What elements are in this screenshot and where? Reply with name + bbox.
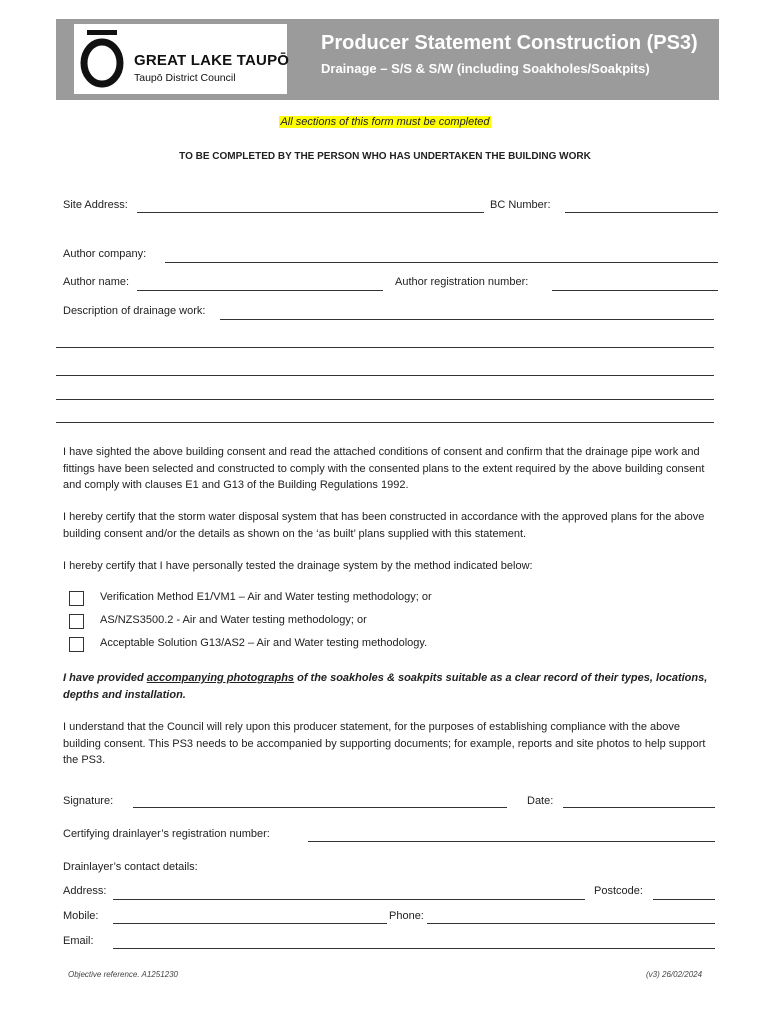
phone-label: Phone: [389, 910, 424, 922]
email-field[interactable] [113, 948, 715, 949]
logo-org-name: GREAT LAKE TAUPŌ [134, 52, 290, 69]
postcode-field[interactable] [653, 899, 715, 900]
photos-emphasis: accompanying photographs [146, 672, 295, 684]
option-e1-vm1-label: Verification Method E1/VM1 – Air and Water testing methodology; or [100, 591, 432, 603]
header-banner [56, 19, 719, 100]
bc-number-label: BC Number: [490, 199, 551, 211]
section-heading: TO BE COMPLETED BY THE PERSON WHO HAS UNDERTAKEN THE BUILDING WORK [179, 151, 591, 162]
drainlayer-registration-label: Certifying drainlayer’s registration number: [63, 828, 270, 840]
email-label: Email: [63, 935, 94, 947]
footer-reference: Objective reference. A1251230 [68, 970, 178, 979]
description-field-line-1[interactable] [220, 319, 714, 320]
completion-notice: All sections of this form must be completed [280, 116, 490, 128]
description-field-line-3[interactable] [56, 375, 714, 376]
contact-details-label: Drainlayer’s contact details: [63, 861, 198, 873]
council-reliance-statement: I understand that the Council will rely upon this producer statement, for the purposes of establishing compliance with the above building consent. This PS3 needs to be accompanied by supporting documents; for example, reports and site photos to help support the PS3. [63, 721, 706, 766]
description-field-line-2[interactable] [56, 347, 714, 348]
stormwater-certification: I hereby certify that the storm water disposal system that has been constructed in accordance with the approved plans for the above building consent and/or the details as shown on the ‘as built’ plans supplied with this statement. [63, 511, 705, 540]
description-field-line-5[interactable] [56, 422, 714, 423]
author-name-label: Author name: [63, 276, 130, 288]
form-title: Producer Statement Construction (PS3) [321, 32, 698, 54]
description-field-line-4[interactable] [56, 399, 714, 400]
postcode-label: Postcode: [594, 885, 643, 897]
author-company-label: Author company: [63, 248, 147, 260]
author-company-field[interactable] [165, 262, 718, 263]
author-name-field[interactable] [137, 290, 383, 291]
form-subtitle: Drainage – S/S & S/W (including Soakholes/Soakpits) [321, 61, 650, 76]
description-label: Description of drainage work: [63, 305, 206, 317]
phone-field[interactable] [427, 923, 715, 924]
drainlayer-registration-field[interactable] [308, 841, 715, 842]
logo-org-sub: Taupō District Council [134, 72, 236, 84]
author-registration-field[interactable] [552, 290, 718, 291]
address-field[interactable] [113, 899, 585, 900]
signature-label: Signature: [63, 795, 114, 807]
footer-version: (v3) 26/02/2024 [646, 970, 703, 979]
site-address-label: Site Address: [63, 199, 128, 211]
author-registration-label: Author registration number: [395, 276, 529, 288]
option-g13-as2-checkbox[interactable] [69, 637, 84, 652]
testing-certification: I hereby certify that I have personally tested the drainage system by the method indicated below: [63, 560, 533, 572]
option-asnzs3500-label: AS/NZS3500.2 - Air and Water testing methodology; or [100, 614, 367, 626]
option-g13-as2-label: Acceptable Solution G13/AS2 – Air and Water testing methodology. [100, 637, 428, 649]
bc-number-field[interactable] [565, 212, 718, 213]
mobile-field[interactable] [113, 923, 387, 924]
logo-mark-icon [79, 28, 125, 88]
consent-statement: I have sighted the above building consent and read the attached conditions of consent and confirm that the drainage pipe work and fittings have been selected and constructed to comply with the consented plans to the extent required by the above building consent and comply with clauses E1 and G13 of the Building Regulations 1992. [63, 446, 705, 491]
option-asnzs3500-checkbox[interactable] [69, 614, 84, 629]
council-logo [74, 24, 290, 94]
date-field[interactable] [563, 807, 715, 808]
photos-statement: I have provided accompanying photographs of the soakholes & soakpits suitable as a clear record of their types, locations, depths and installation. [63, 672, 708, 701]
address-label: Address: [63, 885, 107, 897]
signature-field[interactable] [133, 807, 507, 808]
mobile-label: Mobile: [63, 910, 99, 922]
option-e1-vm1-checkbox[interactable] [69, 591, 84, 606]
date-label: Date: [527, 795, 554, 807]
site-address-field[interactable] [137, 212, 484, 213]
